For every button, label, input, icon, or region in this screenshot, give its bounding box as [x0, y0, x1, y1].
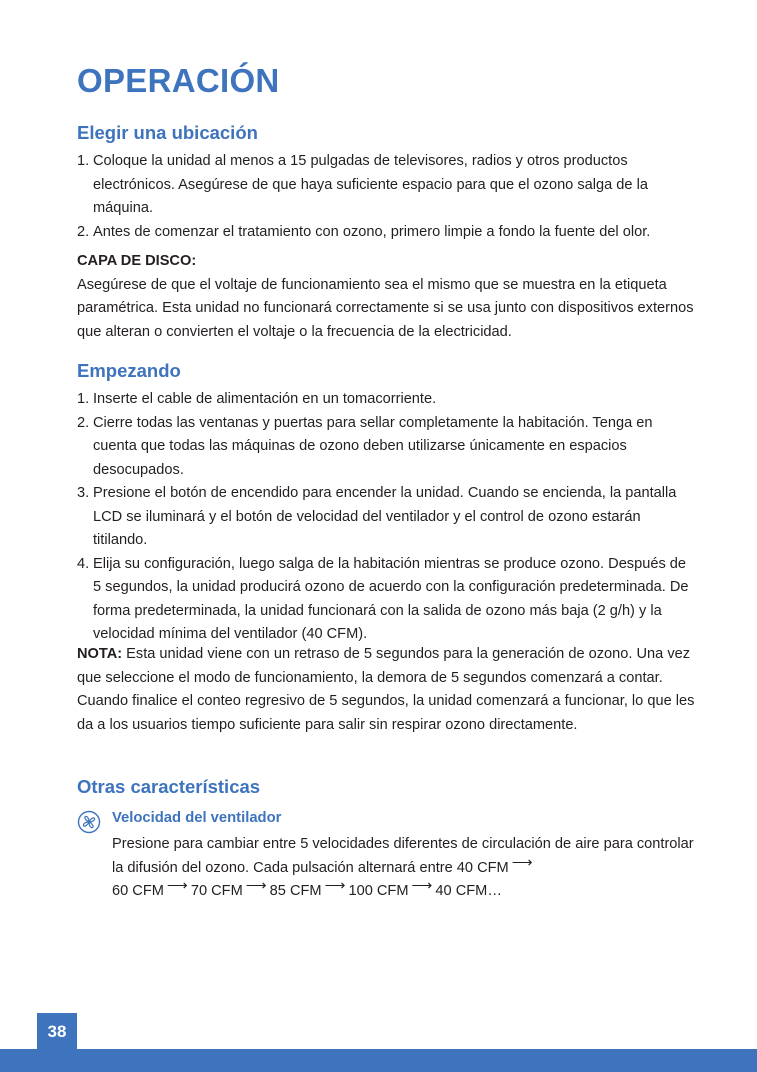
- capa-text: Asegúrese de que el voltaje de funcionamiento sea el mismo que se muestra en la etiqueta paramétrica. Esta unidad no funcionará correctamente si se usa junto con dispositivos externos que alteran o convierten el voltaje o la frecuencia de la electricidad.: [77, 276, 694, 340]
- list-item-text: Elija su configuración, luego salga de la habitación mientras se produce ozono. Después de 5 segundos, la unidad producirá ozono de acuerdo con la configuración predeterminada. De forma predeterminada, la unidad funcionará con la salida de ozono más baja (2 g/h) y la velocidad mínima del ventilador (40 CFM).: [93, 555, 689, 642]
- list-item-number: 4.: [77, 555, 90, 572]
- section-heading-other-features: Otras características: [77, 776, 261, 797]
- note-label: NOTA:: [77, 646, 123, 662]
- list-item-text: Presione el botón de encendido para encender la unidad. Cuando se encienda, la pantalla LCD se iluminará y el botón de velocidad del ventilador y el control de ozono estarán titilando.: [93, 485, 677, 548]
- list-item: [77, 553, 697, 647]
- section-heading-location: Elegir una ubicación: [77, 122, 258, 143]
- speed-value: 40 CFM…: [435, 883, 502, 899]
- list-item: [77, 221, 697, 245]
- speed-value: 60 CFM: [112, 883, 164, 899]
- list-item: [77, 482, 697, 553]
- list-item-number: 1.: [77, 391, 90, 407]
- arrow-right-icon: ⟶: [166, 878, 188, 894]
- list-item-number: 1.: [77, 153, 90, 169]
- list-item-text: Inserte el cable de alimentación en un tomacorriente.: [93, 391, 437, 407]
- page-number: 38: [37, 1013, 77, 1051]
- list-item-text: Antes de comenzar el tratamiento con ozono, primero limpie a fondo la fuente del olor.: [93, 223, 651, 240]
- list-item: [77, 388, 697, 412]
- arrow-right-icon: ⟶: [324, 878, 346, 894]
- footer-bar: [0, 1049, 757, 1072]
- location-list: [77, 150, 697, 244]
- list-item-number: 3.: [77, 485, 90, 501]
- list-item-number: 2.: [77, 414, 90, 431]
- speed-value: 70 CFM: [190, 883, 243, 899]
- capa-block: [77, 250, 697, 344]
- page-title: OPERACIÓN: [77, 62, 280, 99]
- note-paragraph: [77, 643, 697, 737]
- note-text: Esta unidad viene con un retraso de 5 segundos para la generación de ozono. Una vez que seleccione el modo de funcionamiento, la demora de 5 segundos comenzará a contar. Cuando finalice el conteo regresivo de 5 segundos, la unidad comenzará a funcionar, lo que les da a los usuarios tiempo suficiente para salir sin respirar ozono directamente.: [77, 646, 695, 733]
- arrow-right-icon: ⟶: [511, 854, 533, 871]
- arrow-right-icon: ⟶: [245, 878, 267, 894]
- feature-description: [112, 833, 702, 904]
- arrow-right-icon: ⟶: [411, 878, 433, 894]
- capa-heading: CAPA DE DISCO:: [77, 253, 197, 269]
- list-item: [77, 150, 697, 221]
- section-heading-starting: Empezando: [77, 360, 181, 381]
- list-item-text: Coloque la unidad al menos a 15 pulgadas de televisores, radios y otros productos electrónicos. Asegúrese de que haya suficiente espacio para que el ozono salga de la máquina.: [93, 153, 648, 216]
- starting-list: [77, 388, 697, 647]
- location-list-block: [77, 150, 697, 244]
- fan-icon: [77, 810, 101, 834]
- speed-sequence: [112, 880, 702, 904]
- feature-title-fan-speed: Velocidad del ventilador: [112, 810, 282, 826]
- note-block: [77, 643, 697, 737]
- speed-value: 85 CFM: [269, 883, 322, 899]
- list-item-number: 2.: [77, 223, 90, 240]
- starting-list-block: [77, 388, 697, 647]
- feature-text-paragraph: [112, 833, 702, 880]
- list-item-text: Cierre todas las ventanas y puertas para sellar completamente la habitación. Tenga en cuenta que todas las máquinas de ozono deben utilizarse únicamente en espacios desocupados.: [93, 414, 653, 478]
- feature-text: Presione para cambiar entre 5 velocidades diferentes de circulación de aire para controlar la difusión del ozono. Cada pulsación alternará entre 40 CFM: [112, 836, 694, 876]
- speed-value: 100 CFM: [348, 883, 409, 899]
- list-item: [77, 412, 697, 483]
